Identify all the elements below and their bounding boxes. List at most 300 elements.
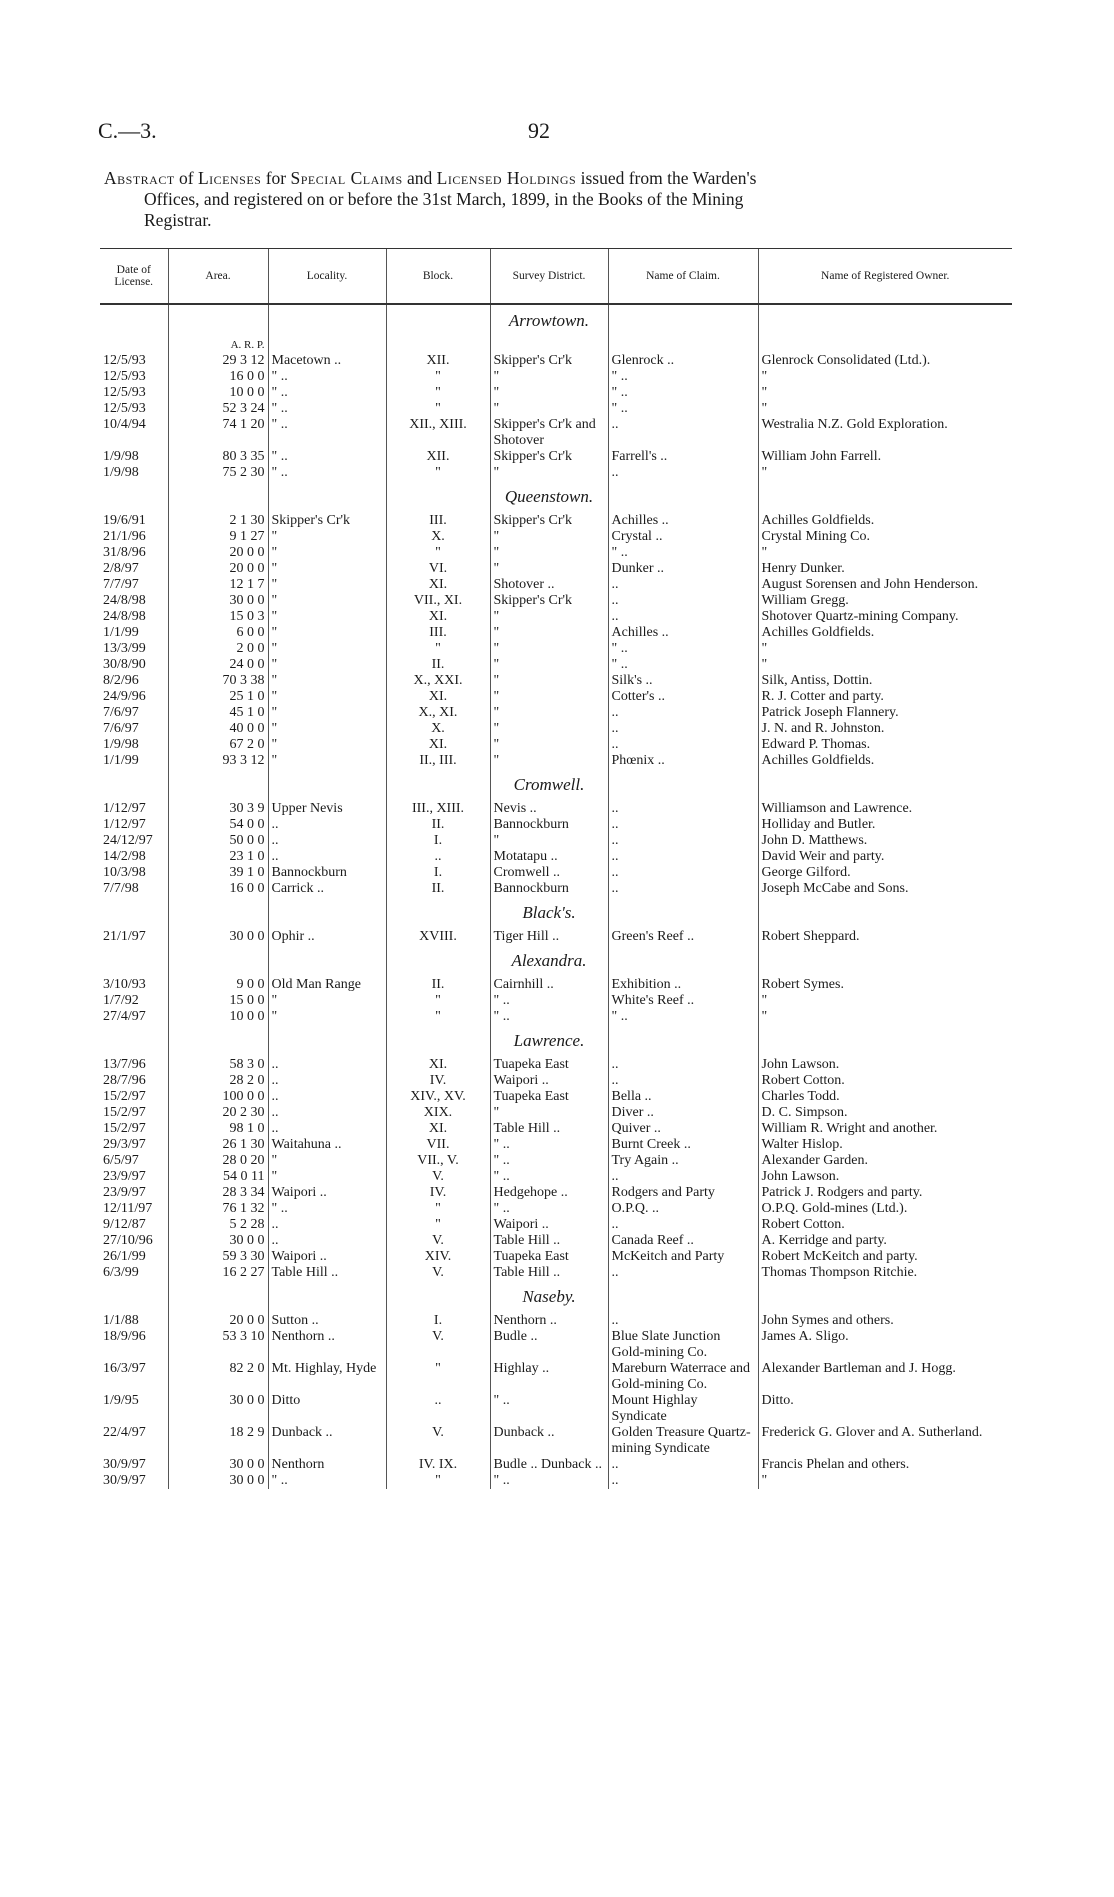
table-row: [100, 833, 1012, 849]
cell-date: 9/12/87: [103, 1217, 146, 1232]
cell-date: 12/11/97: [103, 1201, 153, 1216]
cell-claim-name: ..: [608, 1313, 758, 1329]
cell-owner: John Symes and others.: [758, 1313, 1012, 1329]
cell-block: ..: [386, 1393, 490, 1425]
table-row: [100, 1313, 1012, 1329]
cell-block: IV.: [386, 1185, 490, 1201]
cell-survey-district: Tiger Hill ..: [490, 929, 608, 945]
cell-block: ": [386, 1217, 490, 1233]
cell-claim-name: Diver ..: [608, 1105, 758, 1121]
cell-block: XIV., XV.: [386, 1089, 490, 1105]
cell-area: 20 2 30: [168, 1105, 268, 1121]
cell-owner: John D. Matthews.: [758, 833, 1012, 849]
table-row: [100, 1201, 1012, 1217]
cell-locality: ": [268, 1153, 386, 1169]
cell-date: 23/9/97: [103, 1169, 146, 1184]
cell-locality: ": [268, 625, 386, 641]
cell-date: 1/1/99: [103, 753, 139, 768]
cell-survey-district: Table Hill ..: [490, 1121, 608, 1137]
table-row: [100, 1105, 1012, 1121]
cell-survey-district: ": [490, 465, 608, 481]
cell-date: 19/6/91: [103, 513, 146, 528]
cell-locality: ": [268, 993, 386, 1009]
cell-survey-district: " ..: [490, 1473, 608, 1489]
cell-owner: Alexander Bartleman and J. Hogg.: [758, 1361, 1012, 1393]
table-row: [100, 641, 1012, 657]
cell-survey-district: ": [490, 529, 608, 545]
table-row: [100, 1361, 1012, 1393]
cell-owner: Robert McKeitch and party.: [758, 1249, 1012, 1265]
cell-block: V.: [386, 1329, 490, 1361]
cell-date: 10/4/94: [103, 417, 146, 432]
cell-claim-name: Canada Reef ..: [608, 1233, 758, 1249]
cell-locality: " ..: [268, 1473, 386, 1489]
title-line-3: Registrar.: [144, 210, 212, 230]
cell-claim-name: ..: [608, 609, 758, 625]
table-row: [100, 1137, 1012, 1153]
licenses-table: [100, 248, 1012, 1489]
cell-claim-name: Farrell's ..: [608, 449, 758, 465]
cell-area: 2 1 30: [168, 513, 268, 529]
cell-block: XI.: [386, 1121, 490, 1137]
cell-claim-name: Mareburn Waterrace and Gold-mining Co.: [608, 1361, 758, 1393]
cell-owner: Ditto.: [758, 1393, 1012, 1425]
cell-claim-name: " ..: [608, 545, 758, 561]
cell-locality: ": [268, 753, 386, 769]
cell-survey-district: Cromwell ..: [490, 865, 608, 881]
cell-locality: " ..: [268, 385, 386, 401]
cell-owner: Shotover Quartz-mining Company.: [758, 609, 1012, 625]
district-heading-row: [100, 1025, 1012, 1057]
cell-area: 54 0 11: [168, 1169, 268, 1185]
cell-area: 10 0 0: [168, 385, 268, 401]
cell-block: II.: [386, 817, 490, 833]
cell-claim-name: ..: [608, 721, 758, 737]
cell-survey-district: Skipper's Cr'k: [490, 353, 608, 369]
table-row: [100, 545, 1012, 561]
district-heading: Cromwell.: [490, 769, 608, 801]
cell-date: 7/6/97: [103, 721, 139, 736]
title-line-1: [104, 168, 1004, 189]
cell-area: 18 2 9: [168, 1425, 268, 1457]
table-row: [100, 689, 1012, 705]
cell-locality: Nenthorn: [268, 1457, 386, 1473]
cell-locality: ": [268, 673, 386, 689]
area-units-row: [100, 337, 1012, 353]
cell-survey-district: ": [490, 545, 608, 561]
cell-block: ": [386, 1473, 490, 1489]
cell-claim-name: ..: [608, 1073, 758, 1089]
cell-claim-name: Crystal ..: [608, 529, 758, 545]
cell-block: X.: [386, 721, 490, 737]
title-text: of: [174, 168, 198, 188]
cell-date: 15/2/97: [103, 1105, 146, 1120]
cell-locality: ..: [268, 817, 386, 833]
cell-survey-district: ": [490, 561, 608, 577]
district-heading: Queenstown.: [490, 481, 608, 513]
table-row: [100, 817, 1012, 833]
page-header: [98, 118, 1018, 148]
cell-owner: Edward P. Thomas.: [758, 737, 1012, 753]
cell-block: XVIII.: [386, 929, 490, 945]
table-row: [100, 625, 1012, 641]
cell-survey-district: ": [490, 609, 608, 625]
cell-block: XII.: [386, 353, 490, 369]
table-row: [100, 929, 1012, 945]
district-heading: Lawrence.: [490, 1025, 608, 1057]
cell-claim-name: ..: [608, 1057, 758, 1073]
cell-block: ": [386, 385, 490, 401]
cell-owner: R. J. Cotter and party.: [758, 689, 1012, 705]
cell-survey-district: Skipper's Cr'k and Shotover: [490, 417, 608, 449]
cell-locality: Mt. Highlay, Hyde: [268, 1361, 386, 1393]
cell-owner: William R. Wright and another.: [758, 1121, 1012, 1137]
table-row: [100, 1265, 1012, 1281]
table-row: [100, 401, 1012, 417]
cell-survey-district: Cairnhill ..: [490, 977, 608, 993]
cell-area: 20 0 0: [168, 1313, 268, 1329]
table-row: [100, 1073, 1012, 1089]
cell-claim-name: ..: [608, 577, 758, 593]
cell-owner: David Weir and party.: [758, 849, 1012, 865]
cell-locality: Nenthorn ..: [268, 1329, 386, 1361]
cell-owner: Joseph McCabe and Sons.: [758, 881, 1012, 897]
table-row: [100, 801, 1012, 817]
cell-claim-name: ..: [608, 705, 758, 721]
cell-block: VII., V.: [386, 1153, 490, 1169]
cell-area: 15 0 0: [168, 993, 268, 1009]
table-row: [100, 593, 1012, 609]
cell-claim-name: Rodgers and Party: [608, 1185, 758, 1201]
cell-area: 24 0 0: [168, 657, 268, 673]
cell-locality: " ..: [268, 449, 386, 465]
cell-survey-district: Waipori ..: [490, 1073, 608, 1089]
cell-date: 12/5/93: [103, 385, 146, 400]
table-row: [100, 657, 1012, 673]
cell-date: 26/1/99: [103, 1249, 146, 1264]
cell-area: 30 0 0: [168, 1233, 268, 1249]
table-row: [100, 465, 1012, 481]
cell-survey-district: " ..: [490, 1153, 608, 1169]
cell-locality: Skipper's Cr'k: [268, 513, 386, 529]
cell-date: 21/1/96: [103, 529, 146, 544]
cell-claim-name: O.P.Q. ..: [608, 1201, 758, 1217]
cell-owner: Holliday and Butler.: [758, 817, 1012, 833]
cell-date: 1/1/99: [103, 625, 139, 640]
cell-area: 74 1 20: [168, 417, 268, 449]
title-text: and: [402, 168, 437, 188]
cell-owner: Crystal Mining Co.: [758, 529, 1012, 545]
cell-area: 45 1 0: [168, 705, 268, 721]
cell-survey-district: " ..: [490, 1169, 608, 1185]
cell-date: 23/9/97: [103, 1185, 146, 1200]
cell-survey-district: ": [490, 641, 608, 657]
cell-owner: Patrick Joseph Flannery.: [758, 705, 1012, 721]
cell-locality: ..: [268, 833, 386, 849]
cell-owner: O.P.Q. Gold-mines (Ltd.).: [758, 1201, 1012, 1217]
table-title: [104, 168, 1004, 231]
cell-area: 54 0 0: [168, 817, 268, 833]
cell-area: 30 3 9: [168, 801, 268, 817]
cell-area: 80 3 35: [168, 449, 268, 465]
cell-area: 30 0 0: [168, 593, 268, 609]
table-row: [100, 1057, 1012, 1073]
cell-owner: Walter Hislop.: [758, 1137, 1012, 1153]
cell-survey-district: ": [490, 657, 608, 673]
cell-survey-district: Budle ..: [490, 1329, 608, 1361]
district-heading-row: [100, 897, 1012, 929]
title-text: for: [261, 168, 291, 188]
cell-locality: ": [268, 609, 386, 625]
table-row: [100, 993, 1012, 1009]
cell-block: XIX.: [386, 1105, 490, 1121]
cell-area: 2 0 0: [168, 641, 268, 657]
cell-block: ": [386, 369, 490, 385]
cell-block: ": [386, 993, 490, 1009]
cell-owner: Alexander Garden.: [758, 1153, 1012, 1169]
col-survey-header: Survey District.: [490, 249, 608, 305]
cell-date: 27/10/96: [103, 1233, 153, 1248]
cell-owner: William Gregg.: [758, 593, 1012, 609]
cell-claim-name: ..: [608, 849, 758, 865]
cell-owner: Patrick J. Rodgers and party.: [758, 1185, 1012, 1201]
cell-area: 28 0 20: [168, 1153, 268, 1169]
cell-owner: ": [758, 657, 1012, 673]
cell-owner: ": [758, 1009, 1012, 1025]
cell-locality: Carrick ..: [268, 881, 386, 897]
cell-claim-name: ..: [608, 737, 758, 753]
district-heading-row: [100, 1281, 1012, 1313]
cell-claim-name: ..: [608, 593, 758, 609]
cell-survey-district: ": [490, 689, 608, 705]
cell-area: 30 0 0: [168, 1457, 268, 1473]
cell-date: 21/1/97: [103, 929, 146, 944]
cell-date: 24/8/98: [103, 593, 146, 608]
title-text: issued from the Warden's: [576, 168, 757, 188]
cell-claim-name: White's Reef ..: [608, 993, 758, 1009]
cell-block: VII.: [386, 1137, 490, 1153]
table-row: [100, 1153, 1012, 1169]
cell-date: 3/10/93: [103, 977, 146, 992]
cell-area: 6 0 0: [168, 625, 268, 641]
cell-date: 1/1/88: [103, 1313, 139, 1328]
cell-claim-name: Try Again ..: [608, 1153, 758, 1169]
cell-block: V.: [386, 1233, 490, 1249]
table-row: [100, 1393, 1012, 1425]
cell-block: II.: [386, 657, 490, 673]
cell-block: III.: [386, 513, 490, 529]
cell-owner: Robert Symes.: [758, 977, 1012, 993]
cell-claim-name: Exhibition ..: [608, 977, 758, 993]
cell-block: XI.: [386, 609, 490, 625]
cell-date: 12/5/93: [103, 401, 146, 416]
cell-claim-name: Dunker ..: [608, 561, 758, 577]
cell-claim-name: ..: [608, 1217, 758, 1233]
cell-owner: J. N. and R. Johnston.: [758, 721, 1012, 737]
cell-area: 70 3 38: [168, 673, 268, 689]
cell-block: XII.: [386, 449, 490, 465]
cell-locality: ": [268, 737, 386, 753]
cell-locality: ": [268, 689, 386, 705]
district-heading-row: [100, 481, 1012, 513]
col-claim-header: Name of Claim.: [608, 249, 758, 305]
table-row: [100, 561, 1012, 577]
cell-locality: Dunback ..: [268, 1425, 386, 1457]
cell-survey-district: Skipper's Cr'k: [490, 513, 608, 529]
cell-date: 6/3/99: [103, 1265, 139, 1280]
cell-block: I.: [386, 1313, 490, 1329]
cell-claim-name: Bella ..: [608, 1089, 758, 1105]
cell-survey-district: Nevis ..: [490, 801, 608, 817]
table-row: [100, 881, 1012, 897]
table-row: [100, 1169, 1012, 1185]
cell-date: 24/8/98: [103, 609, 146, 624]
table-row: [100, 609, 1012, 625]
cell-area: 53 3 10: [168, 1329, 268, 1361]
cell-block: ": [386, 545, 490, 561]
cell-locality: ..: [268, 849, 386, 865]
cell-owner: William John Farrell.: [758, 449, 1012, 465]
cell-area: 93 3 12: [168, 753, 268, 769]
cell-owner: August Sorensen and John Henderson.: [758, 577, 1012, 593]
cell-date: 28/7/96: [103, 1073, 146, 1088]
cell-owner: Thomas Thompson Ritchie.: [758, 1265, 1012, 1281]
cell-claim-name: " ..: [608, 657, 758, 673]
table-row: [100, 1473, 1012, 1489]
table-row: [100, 1425, 1012, 1457]
cell-survey-district: " ..: [490, 1009, 608, 1025]
cell-claim-name: ..: [608, 817, 758, 833]
cell-owner: George Gilford.: [758, 865, 1012, 881]
cell-area: 12 1 7: [168, 577, 268, 593]
cell-locality: ..: [268, 1121, 386, 1137]
cell-locality: " ..: [268, 1201, 386, 1217]
cell-claim-name: Cotter's ..: [608, 689, 758, 705]
cell-area: 100 0 0: [168, 1089, 268, 1105]
cell-survey-district: ": [490, 673, 608, 689]
cell-date: 7/7/98: [103, 881, 139, 896]
cell-owner: Henry Dunker.: [758, 561, 1012, 577]
cell-survey-district: Nenthorn ..: [490, 1313, 608, 1329]
cell-owner: James A. Sligo.: [758, 1329, 1012, 1361]
cell-survey-district: ": [490, 833, 608, 849]
cell-area: 59 3 30: [168, 1249, 268, 1265]
cell-date: 24/12/97: [103, 833, 153, 848]
cell-area: 50 0 0: [168, 833, 268, 849]
cell-date: 30/9/97: [103, 1457, 146, 1472]
cell-owner: ": [758, 465, 1012, 481]
cell-claim-name: " ..: [608, 641, 758, 657]
cell-survey-district: Tuapeka East: [490, 1057, 608, 1073]
cell-claim-name: ..: [608, 833, 758, 849]
cell-locality: Ditto: [268, 1393, 386, 1425]
district-heading-row: [100, 945, 1012, 977]
cell-area: 75 2 30: [168, 465, 268, 481]
table-row: [100, 1329, 1012, 1361]
cell-area: 82 2 0: [168, 1361, 268, 1393]
cell-locality: ": [268, 657, 386, 673]
cell-date: 14/2/98: [103, 849, 146, 864]
cell-survey-district: Motatapu ..: [490, 849, 608, 865]
cell-locality: ": [268, 641, 386, 657]
cell-locality: ": [268, 577, 386, 593]
cell-owner: Robert Cotton.: [758, 1073, 1012, 1089]
cell-block: XI.: [386, 737, 490, 753]
cell-locality: " ..: [268, 401, 386, 417]
cell-date: 30/9/97: [103, 1473, 146, 1488]
cell-date: 1/7/92: [103, 993, 139, 1008]
cell-owner: John Lawson.: [758, 1057, 1012, 1073]
cell-block: X., XXI.: [386, 673, 490, 689]
district-heading-row: [100, 304, 1012, 337]
cell-survey-district: " ..: [490, 1137, 608, 1153]
cell-area: 52 3 24: [168, 401, 268, 417]
cell-area: 28 2 0: [168, 1073, 268, 1089]
cell-area: 10 0 0: [168, 1009, 268, 1025]
cell-claim-name: ..: [608, 1265, 758, 1281]
cell-area: 98 1 0: [168, 1121, 268, 1137]
cell-owner: Achilles Goldfields.: [758, 753, 1012, 769]
area-units-label: A. R. P.: [168, 337, 268, 353]
cell-area: 16 0 0: [168, 369, 268, 385]
cell-locality: ..: [268, 1057, 386, 1073]
district-heading: Black's.: [490, 897, 608, 929]
title-line-2: Offices, and registered on or before the 31st March, 1899, in the Books of the Mining: [144, 189, 744, 209]
cell-block: V.: [386, 1265, 490, 1281]
cell-locality: Table Hill ..: [268, 1265, 386, 1281]
cell-block: I.: [386, 833, 490, 849]
cell-claim-name: " ..: [608, 385, 758, 401]
cell-date: 15/2/97: [103, 1089, 146, 1104]
cell-claim-name: Silk's ..: [608, 673, 758, 689]
cell-claim-name: " ..: [608, 369, 758, 385]
table-row: [100, 577, 1012, 593]
cell-block: V.: [386, 1169, 490, 1185]
cell-claim-name: ..: [608, 881, 758, 897]
cell-block: V.: [386, 1425, 490, 1457]
cell-date: 1/9/95: [103, 1393, 139, 1408]
cell-date: 13/3/99: [103, 641, 146, 656]
table-row: [100, 1457, 1012, 1473]
table-row: [100, 417, 1012, 449]
title-abstract: Abstract: [104, 168, 175, 188]
cell-block: XI.: [386, 1057, 490, 1073]
cell-owner: John Lawson.: [758, 1169, 1012, 1185]
col-area-header: Area.: [168, 249, 268, 305]
table-row: [100, 385, 1012, 401]
table-row: [100, 369, 1012, 385]
cell-area: 40 0 0: [168, 721, 268, 737]
cell-claim-name: Achilles ..: [608, 513, 758, 529]
cell-survey-district: Tuapeka East: [490, 1089, 608, 1105]
cell-claim-name: ..: [608, 865, 758, 881]
cell-survey-district: Dunback ..: [490, 1425, 608, 1457]
cell-owner: Frederick G. Glover and A. Sutherland.: [758, 1425, 1012, 1457]
cell-survey-district: Tuapeka East: [490, 1249, 608, 1265]
cell-date: 10/3/98: [103, 865, 146, 880]
cell-owner: ": [758, 369, 1012, 385]
cell-date: 27/4/97: [103, 1009, 146, 1024]
cell-block: ..: [386, 849, 490, 865]
col-owner-header: Name of Registered Owner.: [758, 249, 1012, 305]
table-row: [100, 849, 1012, 865]
table-header-row: [100, 249, 1012, 305]
table-row: [100, 1089, 1012, 1105]
cell-locality: Upper Nevis: [268, 801, 386, 817]
cell-claim-name: Quiver ..: [608, 1121, 758, 1137]
cell-locality: Sutton ..: [268, 1313, 386, 1329]
cell-date: 12/5/93: [103, 369, 146, 384]
